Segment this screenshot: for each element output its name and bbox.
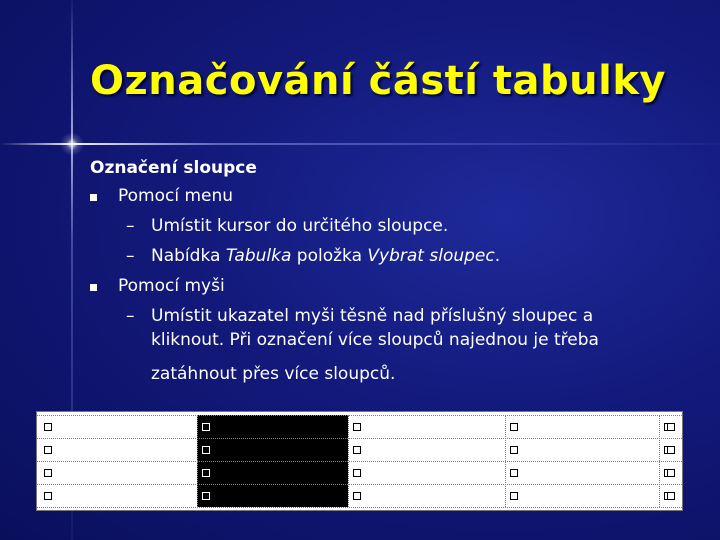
menu-item-vybrat-sloupec: Vybrat sloupec	[367, 246, 495, 266]
table-column-divider	[505, 415, 506, 507]
decorative-glint-horizontal	[0, 143, 720, 145]
table-cell-marker	[202, 446, 210, 454]
table-cell-marker	[510, 469, 518, 477]
table-cell-marker	[510, 446, 518, 454]
subitem-text: Umístit kursor do určitého sloupce.	[151, 216, 449, 236]
menu-name-tabulka: Tabulka	[225, 246, 292, 266]
table-cell-marker	[353, 446, 361, 454]
table-cell-marker	[202, 423, 210, 431]
row-end-marker	[667, 423, 675, 431]
subitem-text-line1: Umístit ukazatel myši těsně nad příslušný sloupec a	[151, 306, 594, 326]
table-cell-marker	[353, 469, 361, 477]
decorative-glint-star	[60, 132, 84, 156]
dash-icon: –	[126, 216, 135, 236]
subitem-text-line3: zatáhnout přes více sloupců.	[151, 364, 396, 384]
square-bullet-icon	[90, 284, 97, 291]
bullet-label: Pomocí menu	[118, 186, 234, 206]
table-column-divider	[348, 415, 349, 507]
row-end-marker	[667, 492, 675, 500]
table-cell-marker	[44, 469, 52, 477]
square-bullet-icon	[90, 194, 97, 201]
table-row-divider	[37, 415, 682, 416]
row-end-marker	[667, 469, 675, 477]
slide-title: Označování částí tabulky	[90, 58, 667, 104]
table-row-divider	[37, 484, 682, 485]
table-cell-marker	[44, 492, 52, 500]
dash-icon: –	[126, 306, 135, 326]
section-heading: Označení sloupce	[90, 158, 257, 178]
table-column-divider	[197, 415, 198, 507]
table-row-divider	[37, 507, 682, 508]
subitem-text-line2: kliknout. Při označení více sloupců najednou je třeba	[151, 330, 599, 350]
table-cell-marker	[510, 492, 518, 500]
row-end-marker	[667, 446, 675, 454]
table-cell-marker	[353, 492, 361, 500]
bullet-label: Pomocí myši	[118, 276, 225, 296]
table-cell-marker	[353, 423, 361, 431]
table-column-divider	[659, 415, 660, 507]
subitem-text: Nabídka Tabulka položka Vybrat sloupec.	[151, 246, 501, 266]
table-cell-marker	[202, 469, 210, 477]
table-illustration	[36, 411, 683, 511]
table-cell-marker	[510, 423, 518, 431]
table-cell-marker	[202, 492, 210, 500]
dash-icon: –	[126, 246, 135, 266]
table-row-divider	[37, 461, 682, 462]
table-cell-marker	[44, 423, 52, 431]
table-row-divider	[37, 438, 682, 439]
table-cell-marker	[44, 446, 52, 454]
